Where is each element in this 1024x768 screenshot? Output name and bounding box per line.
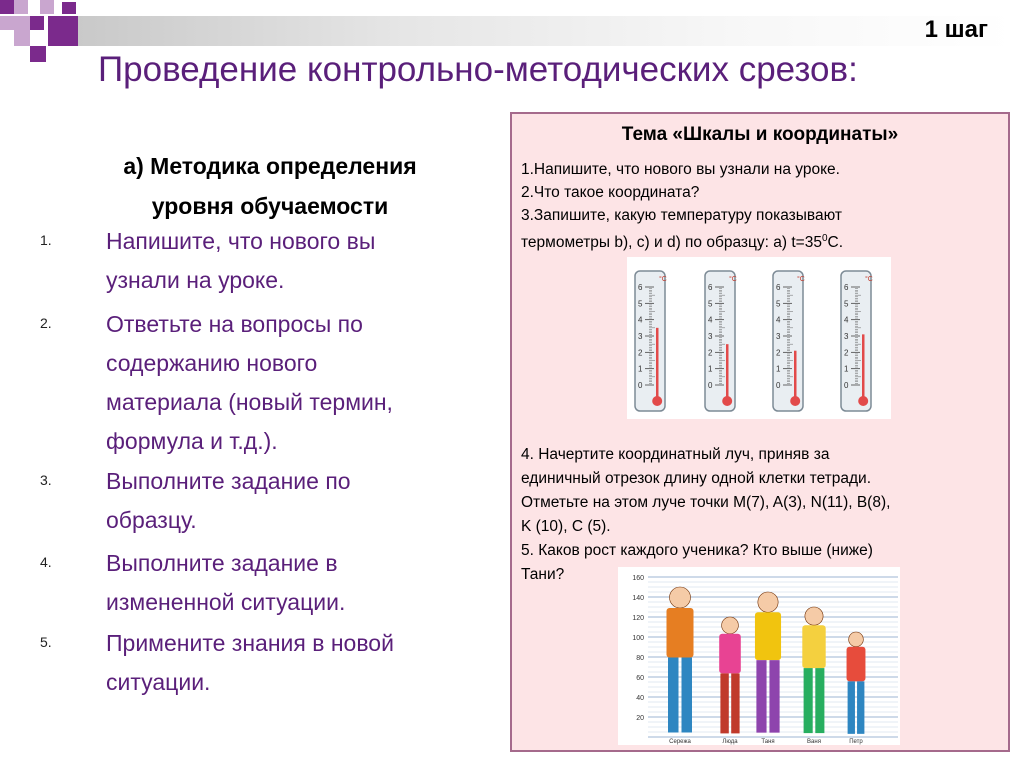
student-figure	[719, 617, 741, 745]
axis-label: 100	[632, 635, 644, 642]
student-head	[849, 632, 864, 647]
student-torso	[847, 647, 866, 682]
axis-label: 80	[636, 655, 644, 662]
student-head	[670, 587, 691, 608]
student-figure	[847, 632, 866, 745]
step-line: Выполните задание по	[106, 468, 351, 494]
scale-label: 1	[638, 364, 643, 374]
scale-label: 2	[844, 348, 849, 358]
axis-label: 160	[632, 575, 644, 582]
scale-label: 0	[776, 381, 781, 390]
student-leg	[804, 668, 813, 733]
step-label: 1 шаг	[924, 16, 988, 43]
student-leg	[731, 673, 739, 733]
step-text	[106, 305, 476, 461]
scale-label: 6	[708, 283, 713, 292]
student-name: Ваня	[807, 739, 821, 745]
thermometer-unit: °C	[797, 276, 805, 283]
corner-square-7	[14, 30, 30, 46]
step-number: 1.	[40, 232, 52, 248]
student-leg	[720, 673, 728, 733]
axis-label: 40	[636, 695, 644, 702]
step-line: образцу.	[106, 507, 197, 533]
scale-label: 1	[844, 364, 849, 374]
mercury-column	[656, 328, 659, 399]
axis-label: 60	[636, 675, 644, 682]
student-leg	[756, 660, 766, 733]
scale-label: 4	[638, 315, 643, 325]
student-leg	[857, 681, 864, 734]
thermometer-bulb	[790, 396, 800, 406]
scale-label: 5	[844, 299, 849, 309]
step-line: Выполните задание в	[106, 550, 338, 576]
scale-label: 5	[638, 299, 643, 309]
scale-label: 3	[638, 332, 643, 341]
thermometer	[773, 271, 805, 411]
panel-title: Тема «Шкалы и координаты»	[621, 124, 899, 145]
degree-superscript: 0	[821, 233, 828, 244]
axis-label: 120	[632, 615, 644, 622]
corner-square-3	[40, 0, 54, 14]
student-leg	[682, 658, 693, 733]
corner-square-4	[0, 16, 30, 30]
step-number: 4.	[40, 554, 52, 570]
step-text	[106, 544, 476, 622]
scale-label: 2	[776, 348, 781, 358]
question-3-unit: С.	[827, 234, 844, 252]
scale-label: 2	[708, 348, 713, 358]
step-line: формула и т.д.).	[106, 428, 278, 454]
header-bar	[78, 16, 1014, 46]
scale-label: 0	[638, 381, 643, 390]
student-name: Петр	[849, 739, 863, 745]
corner-square-8	[30, 46, 46, 62]
heights-image	[618, 567, 900, 745]
question-1: 1.Напишите, что нового вы узнали на уроке.	[521, 161, 840, 178]
thermometer-bulb	[722, 396, 732, 406]
thermometer	[705, 271, 737, 411]
mercury-column	[862, 334, 865, 399]
scale-label: 1	[776, 364, 781, 374]
student-leg	[815, 668, 824, 733]
question-3-text: термометры b), c) и d) по образцу: a) t=35	[521, 234, 822, 252]
student-figure	[802, 607, 825, 745]
step-number: 2.	[40, 315, 52, 331]
thermometer-unit: °C	[729, 276, 737, 283]
scale-label: 6	[776, 283, 781, 292]
scale-label: 0	[844, 381, 849, 390]
thermometer	[635, 271, 667, 411]
scale-label: 2	[638, 348, 643, 358]
subtitle-line-2: уровня обучаемости	[151, 193, 389, 219]
scale-label: 6	[638, 283, 643, 292]
question-4-line-4: K (10), C (5).	[521, 518, 611, 535]
thermometer	[841, 271, 873, 411]
corner-square-5	[30, 16, 44, 30]
student-head	[722, 617, 739, 634]
scale-label: 1	[708, 364, 713, 374]
student-figure	[667, 587, 694, 745]
scale-label: 4	[844, 315, 849, 325]
student-name: Сережа	[669, 739, 691, 745]
step-text	[106, 462, 476, 540]
step-line: ситуации.	[106, 669, 211, 695]
corner-square-1	[0, 0, 14, 14]
scale-label: 0	[708, 381, 713, 390]
thermometer-bulb	[652, 396, 662, 406]
step-text	[106, 222, 476, 300]
step-line: Ответьте на вопросы по	[106, 311, 363, 337]
step-line: Напишите, что нового вы	[106, 228, 376, 254]
question-3-line-2	[521, 227, 1001, 254]
student-name: Таня	[761, 739, 775, 745]
student-leg	[848, 681, 855, 734]
student-torso	[667, 608, 694, 658]
thermometer-unit: °C	[865, 276, 873, 283]
question-4-line-2: единичный отрезок длину одной клетки тетради.	[521, 470, 872, 487]
step-line: узнали на уроке.	[106, 267, 285, 293]
question-4-line-3: Отметьте на этом луче точки M(7), A(3), N(11), B(8),	[521, 494, 891, 511]
student-leg	[769, 660, 779, 733]
step-line: содержанию нового	[106, 350, 318, 376]
step-number: 5.	[40, 634, 52, 650]
student-torso	[802, 625, 825, 668]
scale-label: 4	[776, 315, 781, 325]
question-3-line-1: 3.Запишите, какую температуру показывают	[521, 207, 842, 224]
student-leg	[668, 658, 679, 733]
student-head	[758, 592, 778, 612]
mercury-column	[726, 344, 729, 399]
task-panel	[510, 112, 1010, 752]
axis-label: 20	[636, 715, 644, 722]
scale-label: 3	[776, 332, 781, 341]
thermometers-figure	[627, 257, 891, 419]
scale-label: 3	[708, 332, 713, 341]
mercury-column	[794, 351, 797, 399]
student-torso	[719, 634, 741, 674]
step-number: 3.	[40, 472, 52, 488]
step-text	[106, 624, 476, 702]
subtitle-line-1: а) Методика определения	[123, 153, 417, 179]
thermometer-unit: °C	[659, 276, 667, 283]
axis-label: 140	[632, 595, 644, 602]
scale-label: 4	[708, 315, 713, 325]
student-head	[805, 607, 823, 625]
scale-label: 5	[708, 299, 713, 309]
student-torso	[755, 612, 781, 660]
method-subtitle	[60, 146, 480, 226]
corner-square-2	[14, 0, 28, 14]
corner-square-9	[62, 2, 76, 14]
question-2: 2.Что такое координата?	[521, 184, 700, 201]
question-4-line-1: 4. Начертите координатный луч, приняв за	[521, 446, 830, 463]
student-name: Люда	[722, 739, 738, 745]
step-line: измененной ситуации.	[106, 589, 346, 615]
slide-title: Проведение контрольно-методических срезов:	[98, 50, 858, 89]
step-line: материала (новый термин,	[106, 389, 393, 415]
scale-label: 6	[844, 283, 849, 292]
question-5-line-2: Тани?	[521, 566, 565, 583]
heights-figure	[618, 567, 900, 745]
thermometers-image	[627, 257, 891, 419]
scale-label: 3	[844, 332, 849, 341]
question-5-line-1: 5. Каков рост каждого ученика? Кто выше (ниже)	[521, 542, 873, 559]
step-line: Примените знания в новой	[106, 630, 394, 656]
thermometer-bulb	[858, 396, 868, 406]
scale-label: 5	[776, 299, 781, 309]
corner-square-6	[48, 16, 78, 46]
